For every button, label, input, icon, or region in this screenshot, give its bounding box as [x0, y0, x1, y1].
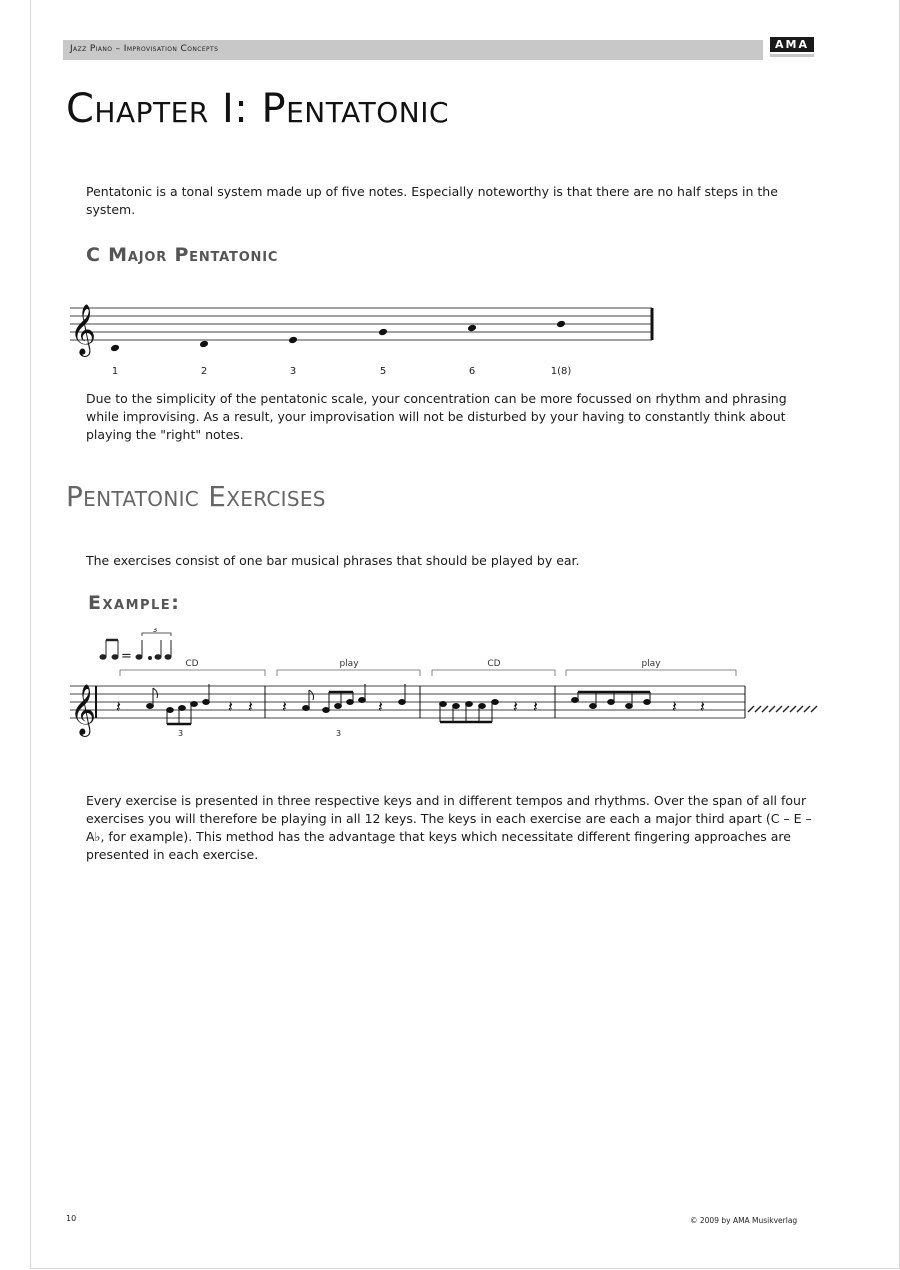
scale-degree-label: 6 [468, 366, 476, 377]
example-notation [0, 628, 900, 758]
svg-text:𝄽: 𝄽 [700, 697, 705, 716]
svg-text:𝄽: 𝄽 [533, 697, 538, 716]
scale-degree-label: 1 [111, 366, 119, 377]
svg-text:𝄽: 𝄽 [228, 697, 233, 716]
scale-degree-label: 2 [200, 366, 208, 377]
scale-note [110, 344, 120, 353]
pentatonic-scale-staff [0, 290, 900, 390]
svg-text:3: 3 [152, 628, 158, 634]
bar-label-4: play [641, 659, 661, 669]
bar-label-3: CD [487, 659, 501, 669]
swing-rhythm-marking [100, 628, 171, 664]
page-number: 10 [66, 1214, 77, 1223]
simplicity-paragraph: Due to the simplicity of the pentatonic scale, your concentration can be more focussed on rhythm and phrasing while improvising. As a result, your improvisation will not be disturbed by your having to constantly think about playing the "right" notes. [86, 391, 787, 442]
scale-heading: C Major Pentatonic [86, 244, 279, 266]
bar-label-1: CD [185, 659, 199, 669]
intro-paragraph: Pentatonic is a tonal system made up of five notes. Especially noteworthy is that there are no half steps in the system. [86, 184, 778, 217]
svg-text:𝄽: 𝄽 [378, 697, 383, 716]
bar-4-notes [572, 692, 705, 716]
svg-text:𝄽: 𝄽 [116, 697, 121, 716]
svg-text:𝄽: 𝄽 [248, 697, 253, 716]
chapter-title: Chapter I: Pentatonic [66, 86, 450, 132]
slash-continuation [748, 706, 817, 712]
svg-text:𝄽: 𝄽 [513, 697, 518, 716]
scale-note [556, 320, 566, 329]
svg-text:𝄽: 𝄽 [672, 697, 677, 716]
scale-note [288, 336, 298, 345]
triplet-mark: 3 [336, 729, 342, 738]
treble-clef-icon: 𝄞 [70, 304, 97, 355]
exercises-intro: The exercises consist of one bar musical phrases that should be played by ear. [86, 553, 580, 568]
scale-note [467, 324, 477, 333]
scale-note [199, 340, 209, 349]
publisher-logo: AMA [770, 37, 814, 52]
exercises-heading: Pentatonic Exercises [66, 480, 326, 513]
example-heading: Example: [88, 592, 181, 614]
svg-text:=: = [121, 649, 132, 664]
running-header-title: Jazz Piano – Improvisation Concepts [70, 44, 219, 54]
exercises-description: Every exercise is presented in three respective keys and in different tempos and rhythms. Over the span of all four exercises you will therefore be playing in all 12 keys. The keys in each exercise are each a major third apart (C – E – A♭, for example). This method has the advantage that keys which necessitate different fingering approaches are presented in each exercise. [86, 793, 812, 862]
triplet-mark: 3 [178, 729, 184, 738]
bar-2-notes [282, 684, 405, 716]
scale-degree-label: 1(8) [550, 366, 572, 377]
copyright-notice: © 2009 by AMA Musikverlag [690, 1216, 798, 1225]
treble-clef-icon: 𝄞 [70, 684, 97, 735]
scale-degree-label: 3 [289, 366, 297, 377]
logo-underline [770, 54, 814, 57]
scale-note [378, 328, 388, 337]
svg-text:𝄽: 𝄽 [282, 697, 287, 716]
scale-degree-label: 5 [379, 366, 387, 377]
bar-label-2: play [339, 659, 359, 669]
